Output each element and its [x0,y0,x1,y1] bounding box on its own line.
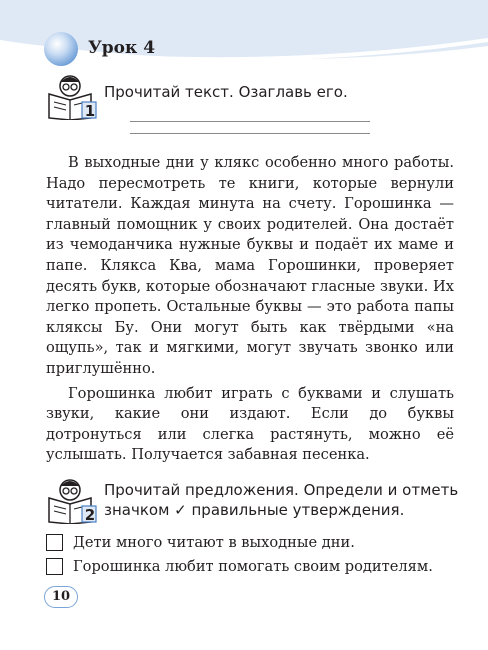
task-instruction: Прочитай предложения. Определи и отметь [104,481,459,499]
task-number: 2 [84,506,96,524]
reading-paragraph: В выходные дни у клякс особенно много работы. Надо пересмотреть те книги, которые вернули читатели. Каждая минута на счету. Горошинка — главный помощник у своих родителей. Она достаёт из чемоданчика нужные буквы и подаёт их маме и папе. Клякса Ква, мама Горошинки, проверяет десять букв, которые обозначают гласные звуки. Их легко пропеть. Остальные буквы — это работа папы кляксы Бу. Они могут быть как твёрдыми «на ощупь», так и мягкими, могут звучать звонко или приглушённо. [46,154,454,377]
lesson-ball-icon [44,32,78,66]
statement-checkbox[interactable] [46,534,63,551]
task-instruction: Прочитай текст. Озаглавь его. [104,83,348,101]
statement-text: Дети много читают в выходные дни. [73,533,355,551]
answer-line[interactable] [130,121,370,122]
statement-item [46,531,355,553]
answer-line[interactable] [130,133,370,134]
task-instruction: значком ✓ правильные утверждения. [104,501,405,519]
lesson-title: Урок 4 [88,38,156,58]
statement-checkbox[interactable] [46,558,63,575]
statement-item [46,555,433,577]
reading-paragraph: Горошинка любит играть с буквами и слушать звуки, какие они издают. Если до буквы дотронуться или слегка растянуть, можно её услышать. Получается забавная песенка. [46,384,454,464]
reading-text [46,153,454,466]
statement-text: Горошинка любит помогать своим родителям. [73,557,433,575]
page-number: 10 [44,586,78,608]
task-number: 1 [84,102,96,120]
